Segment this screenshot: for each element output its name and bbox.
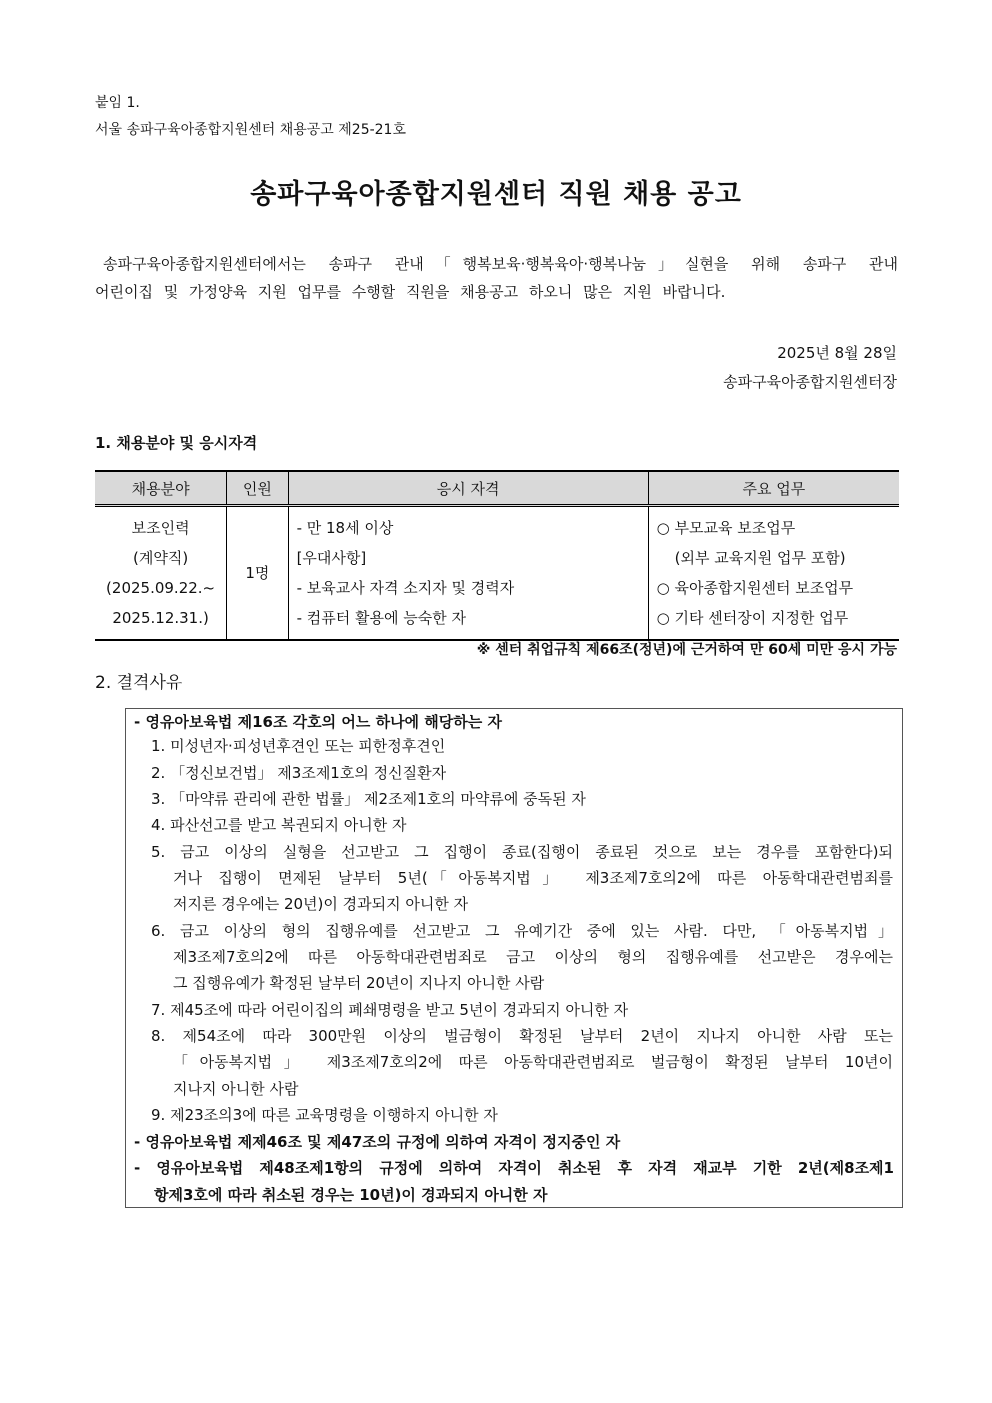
qualification-cell bbox=[288, 506, 648, 640]
disq-intro: - 영유아보육법 제16조 각호의 어느 하나에 해당하는 자 bbox=[134, 713, 502, 731]
disq-item: 4. 파산선고를 받고 복권되지 아니한 자 bbox=[151, 816, 407, 834]
count-cell: 1명 bbox=[227, 506, 288, 640]
header-field: 채용분야 bbox=[95, 471, 227, 506]
header-count: 인원 bbox=[227, 471, 288, 506]
disq-item: 3. 「마약류 관리에 관한 법률」 제2조제1호의 마약류에 중독된 자 bbox=[151, 790, 586, 808]
duty-line: ○ 부모교육 보조업무 bbox=[656, 518, 796, 537]
duties-cell bbox=[648, 506, 899, 640]
field-line: (계약직) bbox=[133, 548, 189, 567]
notice-number: 서울 송파구육아종합지원센터 채용공고 제25-21호 bbox=[95, 122, 406, 138]
field-cell bbox=[95, 506, 227, 640]
qualification-line: - 보육교사 자격 소지자 및 경력자 bbox=[296, 578, 515, 597]
field-line: 2025.12.31.) bbox=[112, 608, 209, 627]
disq-item-cont: 「아동복지법」 제3조제7호의2에 따른 아동학대관련범죄로 벌금형이 확정된 날부터 10년이 bbox=[173, 1053, 893, 1071]
intro-line-2: 어린이집 및 가정양육 지원 업무를 수행할 직원을 채용공고 하오니 많은 지원 바랍니다. bbox=[95, 283, 726, 301]
table-header-row bbox=[95, 471, 899, 506]
header-qualification: 응시 자격 bbox=[288, 471, 648, 506]
qualification-line: - 컴퓨터 활용에 능숙한 자 bbox=[296, 608, 466, 627]
attachment-label: 붙임 1. bbox=[95, 95, 140, 111]
disq-extra: - 영유아보육법 제제46조 및 제47조의 규정에 의하여 자격이 정지중인 자 bbox=[134, 1133, 621, 1151]
section-1-heading: 1. 채용분야 및 응시자격 bbox=[95, 434, 258, 452]
page-title: 송파구육아종합지원센터 직원 채용 공고 bbox=[250, 179, 742, 210]
disq-extra-cont: 항제3호에 따라 취소된 경우는 10년)이 경과되지 아니한 자 bbox=[154, 1186, 548, 1204]
qualification-line: [우대사항] bbox=[296, 548, 367, 567]
issuer: 송파구육아종합지원센터장 bbox=[723, 373, 897, 391]
disq-item: 5. 금고 이상의 실형을 선고받고 그 집행이 종료(집행이 종료된 것으로 보는 경우를 포함한다)되 bbox=[151, 843, 893, 861]
field-line: (2025.09.22.~ bbox=[106, 578, 216, 597]
disq-item: 7. 제45조에 따라 어린이집의 폐쇄명령을 받고 5년이 경과되지 아니한 자 bbox=[151, 1001, 629, 1019]
age-footnote: ※ 센터 취업규칙 제66조(정년)에 근거하여 만 60세 미만 응시 가능 bbox=[476, 642, 897, 658]
disq-item-cont: 제3조제7호의2에 따른 아동학대관련범죄로 금고 이상의 형의 집행유예를 선고받은 경우에는 bbox=[173, 948, 893, 966]
intro-paragraph bbox=[95, 250, 898, 306]
notice-date: 2025년 8월 28일 bbox=[777, 344, 897, 362]
duty-line: ○ 기타 센터장이 지정한 업무 bbox=[656, 608, 849, 627]
header-duties: 주요 업무 bbox=[648, 471, 899, 506]
disq-item-cont: 저지른 경우에는 20년)이 경과되지 아니한 자 bbox=[173, 895, 469, 913]
disq-item-cont: 거나 집행이 면제된 날부터 5년(「아동복지법」 제3조제7호의2에 따른 아동학대관련범죄를 bbox=[173, 869, 893, 887]
disq-item: 1. 미성년자·피성년후견인 또는 피한정후견인 bbox=[151, 737, 446, 755]
disq-item: 2. 「정신보건법」 제3조제1호의 정신질환자 bbox=[151, 764, 447, 782]
disq-extra: - 영유아보육법 제48조제1항의 규정에 의하여 자격이 취소된 후 자격 재교부 기한 2년(제8조제1 bbox=[134, 1159, 894, 1177]
disq-item-cont: 그 집행유예가 확정된 날부터 20년이 지나지 아니한 사람 bbox=[173, 974, 545, 992]
disq-item: 8. 제54조에 따라 300만원 이상의 벌금형이 확정된 날부터 2년이 지나지 아니한 사람 또는 bbox=[151, 1027, 893, 1045]
disq-item: 9. 제23조의3에 따른 교육명령을 이행하지 아니한 자 bbox=[151, 1106, 498, 1124]
duty-line: ○ 육아종합지원센터 보조업무 bbox=[656, 578, 854, 597]
disq-item: 6. 금고 이상의 형의 집행유예를 선고받고 그 유예기간 중에 있는 사람. 다만, 「아동복지법」 bbox=[151, 922, 893, 940]
field-line: 보조인력 bbox=[131, 518, 190, 537]
table-row bbox=[95, 506, 899, 640]
intro-line-1: 송파구육아종합지원센터에서는 송파구 관내「행복보육·행복육아·행복나눔」실현을 위해 송파구 관내 bbox=[103, 255, 898, 273]
duty-line: (외부 교육지원 업무 포함) bbox=[674, 548, 846, 567]
recruitment-table bbox=[95, 470, 899, 641]
section-2-heading: 2. 결격사유 bbox=[95, 673, 183, 693]
qualification-line: - 만 18세 이상 bbox=[296, 518, 394, 537]
disq-item-cont: 지나지 아니한 사람 bbox=[173, 1080, 299, 1098]
disqualification-box bbox=[125, 708, 903, 1208]
